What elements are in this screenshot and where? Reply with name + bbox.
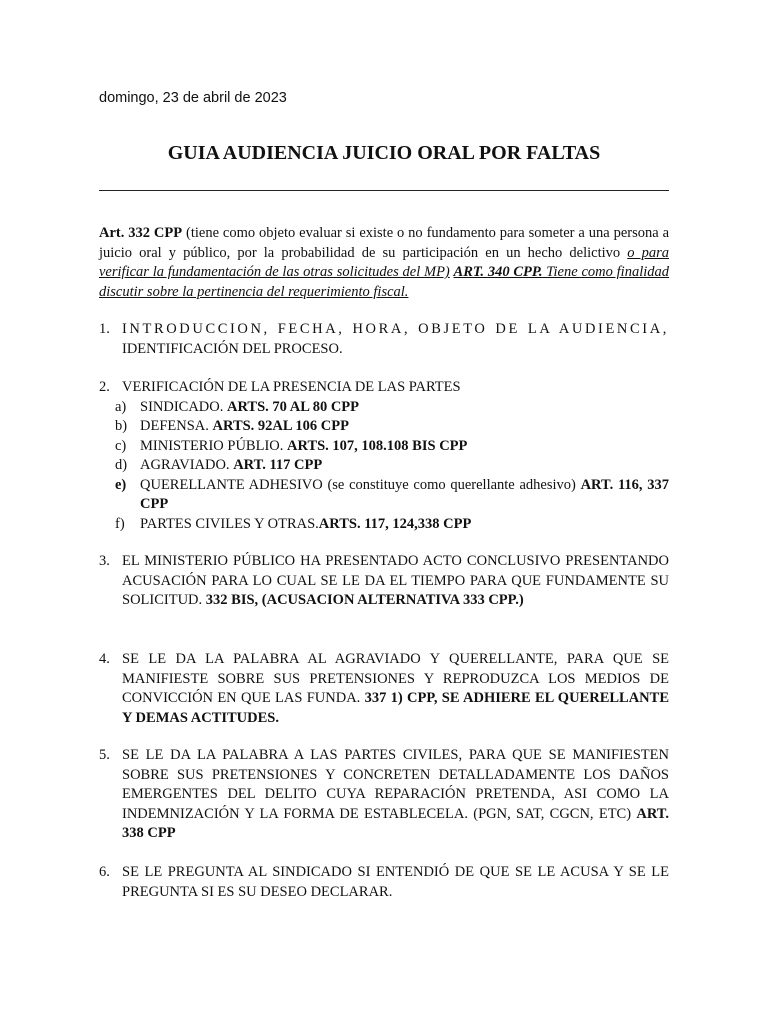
sub-item-letter: d) — [115, 457, 128, 473]
list-item-number: 2. — [99, 379, 110, 395]
intro-article-340: ART. 340 CPP. — [453, 264, 543, 280]
title-divider — [99, 190, 669, 191]
sub-item-text: AGRAVIADO. — [140, 457, 234, 473]
sub-item-letter: b) — [115, 418, 128, 434]
list-item-number: 5. — [99, 747, 110, 763]
list-item-text: EL MINISTERIO PÚBLICO HA PRESENTADO ACTO CONCLUSIVO PRESENTANDO ACUSACIÓN PARA LO CUAL SE LE DA EL TIEMPO PARA QUE FUNDAMENTE SU SOLICITUD. — [122, 553, 669, 608]
sub-item-letter: e) — [115, 476, 127, 493]
document-date: domingo, 23 de abril de 2023 — [99, 90, 287, 106]
list-item-4 — [99, 650, 669, 728]
sub-item-text: PARTES CIVILES Y OTRAS. — [140, 515, 319, 532]
sub-item-f — [115, 515, 669, 535]
sub-item-article: ART. 117 CPP — [233, 457, 323, 473]
list-item-number: 1. — [99, 321, 110, 337]
sub-item-text: DEFENSA. — [140, 418, 213, 434]
list-item-5 — [99, 746, 669, 844]
sub-item-text: MINISTERIO PÚBLIO. — [140, 437, 288, 454]
list-item-text-continued: IDENTIFICACIÓN DEL PROCESO. — [122, 340, 343, 357]
list-item-number: 6. — [99, 864, 110, 880]
intro-text-2: o para verificar la fundamentación de las otras solicitudes del MP) — [99, 244, 669, 280]
sub-item-e — [115, 476, 670, 515]
list-item-article: ART. 338 CPP — [122, 805, 669, 841]
list-item-article: 332 BIS, (ACUSACION ALTERNATIVA 333 CPP.) — [205, 592, 524, 608]
sub-item-text: SINDICADO. — [140, 398, 227, 415]
list-item-text: SE LE DA LA PALABRA AL AGRAVIADO Y QUERELLANTE, PARA QUE SE MANIFIESTE SOBRE SUS PRETENSIONES Y REPRODUZCA LOS MEDIOS DE CONVICCIÓN EN QUE LAS FUNDA. — [122, 651, 669, 706]
sub-item-article: ARTS. 92AL 106 CPP — [212, 418, 349, 434]
sub-item-a — [115, 398, 669, 418]
list-item-number: 4. — [99, 651, 110, 667]
list-item-text: SE LE DA LA PALABRA A LAS PARTES CIVILES, PARA QUE SE MANIFIESTEN SOBRE SUS PRETENSIONES Y CONCRETEN DETALLADAMENTE LOS DAÑOS EMERGENTES DEL DELITO CUYA REPARACIÓN PRETENDA, ASI COMO LA INDEMNIZACIÓN Y LA FORMA DE ESTABLECELA. (PGN, SAT, CGCN, ETC) — [122, 747, 669, 822]
intro-paragraph — [99, 224, 669, 302]
intro-text-1: (tiene como objeto evaluar si existe o no fundamento para someter a una persona a juicio oral y público, por la probabilidad de su participación en un hecho delictivo — [99, 225, 670, 261]
sub-item-letter: f) — [115, 515, 125, 532]
list-item-text: VERIFICACIÓN DE LA PRESENCIA DE LAS PARTES — [122, 379, 461, 395]
sub-item-article: ART. 116, 337 CPP — [140, 476, 670, 512]
sub-item-c — [115, 437, 669, 457]
sub-item-d — [115, 456, 669, 476]
sub-item-b — [115, 417, 669, 437]
sub-item-article: ARTS. 107, 108.108 BIS CPP — [287, 437, 468, 454]
sub-item-article: ARTS. 70 AL 80 CPP — [227, 398, 360, 415]
list-item-text: INTRODUCCION, FECHA, HORA, OBJETO DE LA AUDIENCIA, — [122, 321, 669, 337]
list-item-article: 337 1) CPP, SE ADHIERE EL QUERELLANTE Y DEMAS ACTITUDES. — [122, 690, 669, 726]
sub-item-letter: a) — [115, 398, 127, 415]
intro-text-4: Tiene como finalidad discutir sobre la pertinencia del requerimiento fiscal. — [99, 264, 669, 300]
list-item-3 — [99, 552, 669, 611]
document-title: GUIA AUDIENCIA JUICIO ORAL POR FALTAS — [167, 142, 601, 164]
list-item-6 — [99, 863, 669, 902]
list-item-number: 3. — [99, 553, 110, 569]
sub-item-text: QUERELLANTE ADHESIVO (se constituye como querellante adhesivo) — [140, 476, 581, 493]
sub-item-letter: c) — [115, 437, 127, 454]
intro-article-ref: Art. 332 CPP — [99, 225, 183, 241]
sub-item-article: ARTS. 117, 124,338 CPP — [318, 515, 472, 532]
list-item-1 — [99, 320, 669, 359]
list-item-2 — [99, 378, 669, 534]
list-item-text: SE LE PREGUNTA AL SINDICADO SI ENTENDIÓ DE QUE SE LE ACUSA Y SE LE PREGUNTA SI ES SU DESEO DECLARAR. — [122, 864, 669, 900]
